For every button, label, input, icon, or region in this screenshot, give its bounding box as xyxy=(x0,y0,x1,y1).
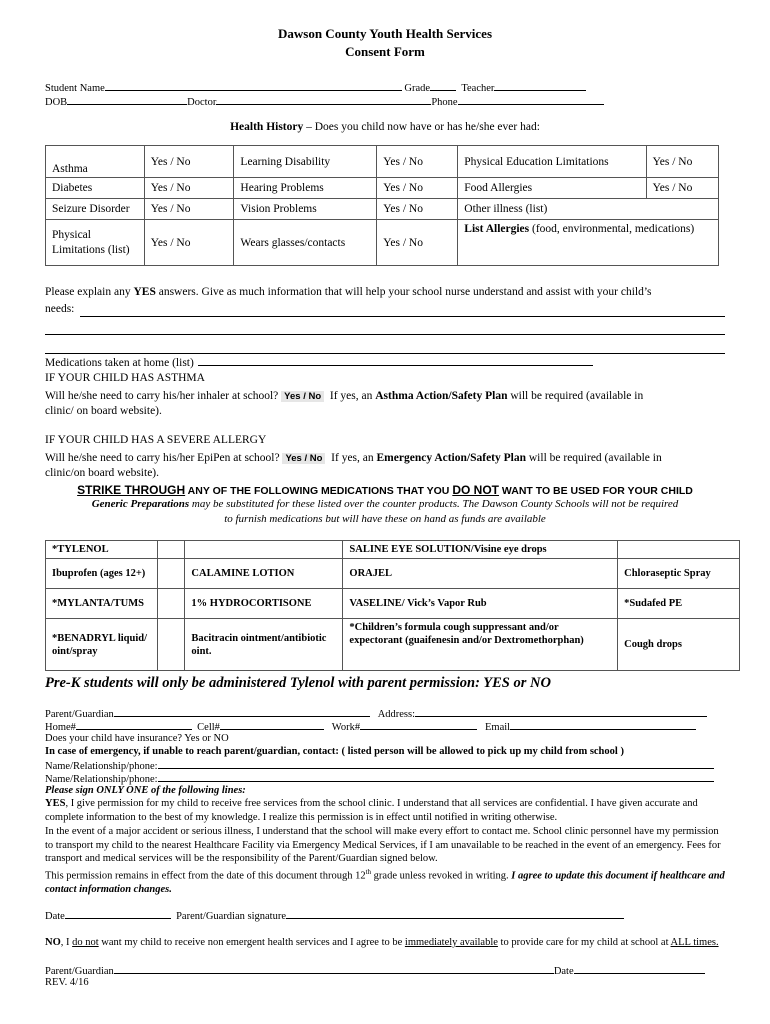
allergy-yes-no[interactable]: Yes / No xyxy=(282,453,325,464)
grade-label: Grade xyxy=(404,83,431,94)
date-field[interactable] xyxy=(574,963,705,974)
condition-vision-problems: Vision Problems xyxy=(234,199,377,220)
explain-instruction xyxy=(45,286,652,298)
table-row xyxy=(46,541,740,559)
dob-field[interactable] xyxy=(67,94,187,105)
cell-field[interactable] xyxy=(220,719,324,730)
home-label: Home# xyxy=(45,722,76,733)
student-name-label: Student Name xyxy=(45,83,105,94)
consent-yes-paragraph xyxy=(45,797,725,824)
consent-yes-text: , I give permission for my child to receive free services from the school clinic. I understand that all services are confidential. I have given accurate and complete information to the best of my knowledge. I realize this permission is in effect until notified in writing otherwise. xyxy=(45,798,698,823)
do-not-label: DO NOT xyxy=(452,483,499,497)
med-cell[interactable] xyxy=(185,541,343,559)
doctor-label: Doctor xyxy=(187,97,217,108)
prek-notice: Pre-K students will only be administered Tylenol with parent permission: YES or NO xyxy=(45,675,551,691)
asthma-line2: clinic/ on board website). xyxy=(45,405,162,417)
condition-pe-limitations: Physical Education Limitations xyxy=(458,146,646,178)
consent-no-text: , I xyxy=(60,937,73,948)
student-name-field[interactable] xyxy=(105,80,402,91)
phone-field[interactable] xyxy=(458,94,604,105)
sign-only-one: ONLY ONE xyxy=(96,785,149,796)
table-row xyxy=(46,199,719,220)
needs-line-3[interactable] xyxy=(45,353,725,354)
allergy-question-row xyxy=(45,452,662,464)
med-cell[interactable]: SALINE EYE SOLUTION/Visine eye drops xyxy=(343,541,618,559)
work-field[interactable] xyxy=(360,719,477,730)
allergy-text-rest: will be required (available in xyxy=(526,452,662,464)
condition-wears-glasses: Wears glasses/contacts xyxy=(234,220,377,266)
asthma-yes-no[interactable]: Yes / No xyxy=(281,391,324,402)
allergy-heading: IF YOUR CHILD HAS A SEVERE ALLERGY xyxy=(45,434,267,446)
table-row xyxy=(46,619,740,671)
med-cell[interactable]: ORAJEL xyxy=(343,559,618,589)
no-signature-row xyxy=(45,963,705,978)
signature-field[interactable] xyxy=(286,908,624,919)
table-row xyxy=(46,559,740,589)
allergy-line2: clinic/on board website). xyxy=(45,467,160,479)
table-row xyxy=(46,589,740,619)
all-times: ALL times. xyxy=(670,937,719,948)
med-cell xyxy=(157,559,185,589)
medications-instruction xyxy=(0,483,770,497)
meds-home-row xyxy=(45,355,593,369)
needs-line-1[interactable] xyxy=(80,316,725,317)
med-cell[interactable] xyxy=(618,541,740,559)
form-title: Dawson County Youth Health Services xyxy=(277,26,493,41)
meds-home-label: Medications taken at home (list) xyxy=(45,357,194,369)
condition-other-illness[interactable]: Other illness (list) xyxy=(458,199,719,220)
generic-text: may be substituted for these listed over the counter products. The Dawson County Schools will not be required xyxy=(189,498,679,510)
yes-no-option[interactable]: Yes / No xyxy=(144,178,234,199)
condition-seizure-disorder: Seizure Disorder xyxy=(46,199,145,220)
consent-no-paragraph xyxy=(45,936,725,950)
parent-field[interactable] xyxy=(114,706,370,717)
asthma-question: Will he/she need to carry his/her inhaler at school? xyxy=(45,390,279,402)
condition-hearing-problems: Hearing Problems xyxy=(234,178,377,199)
doctor-field[interactable] xyxy=(216,94,431,105)
explain-text-rest: answers. Give as much information that will help your school nurse understand and assist with your child’s xyxy=(155,286,652,298)
generic-label: Generic Preparations xyxy=(91,498,190,510)
health-history-table xyxy=(45,145,719,266)
med-cell[interactable]: 1% HYDROCORTISONE xyxy=(185,589,343,619)
consent-no-label: NO xyxy=(45,937,61,948)
yes-no-option[interactable]: Yes / No xyxy=(144,220,234,266)
emergency-contact-field[interactable] xyxy=(158,771,714,782)
parent-label: Parent/Guardian xyxy=(45,966,114,977)
date-field[interactable] xyxy=(65,908,171,919)
address-field[interactable] xyxy=(415,706,707,717)
emergency-contact-field[interactable] xyxy=(158,758,714,769)
allergy-text: If yes, an xyxy=(331,452,377,464)
generic-note-line2: to furnish medications but will have these on hand as funds are available xyxy=(224,513,546,525)
condition-diabetes: Diabetes xyxy=(46,178,145,199)
generic-note xyxy=(0,498,770,510)
yes-no-option[interactable]: Yes / No xyxy=(377,178,458,199)
explain-text: Please explain any xyxy=(45,286,134,298)
yes-no-option[interactable]: Yes / No xyxy=(646,146,718,178)
med-cell[interactable]: *MYLANTA/TUMS xyxy=(46,589,158,619)
student-name-row xyxy=(45,80,586,95)
med-cell[interactable]: *TYLENOL xyxy=(46,541,158,559)
consent-emergency-paragraph: In the event of a major accident or serious illness, I understand that the school will make every effort to contact me. School clinic personnel have my permission to transport my child to the nearest Healthcare Facility via Emergency Medical Services, if I am unavailable to be reached in the event of an emergency. Fees for transport and medical services will be the responsibility of the Parent/Guardian signed below. xyxy=(45,826,721,864)
yes-no-option[interactable]: Yes / No xyxy=(377,220,458,266)
med-cell xyxy=(157,541,185,559)
med-cell[interactable]: *Children’s formula cough suppressant and/or expectorant (guaifenesin and/or Dextromethorphan) xyxy=(343,619,618,671)
signature-label: Parent/Guardian signature xyxy=(176,911,286,922)
med-cell xyxy=(157,589,185,619)
list-allergies-detail: (food, environmental, medications) xyxy=(529,223,695,235)
medications-text-end: WANT TO BE USED FOR YOUR CHILD xyxy=(498,485,693,497)
med-cell[interactable]: *Sudafed PE xyxy=(618,589,740,619)
consent-yes-label: YES xyxy=(45,798,66,809)
revision-label: REV. 4/16 xyxy=(45,977,89,988)
permission-text-rest: grade unless revoked in writing. xyxy=(371,870,512,882)
condition-food-allergies: Food Allergies xyxy=(458,178,646,199)
dob-row xyxy=(45,94,604,109)
date-label: Date xyxy=(553,966,574,977)
needs-label: needs: xyxy=(45,303,75,315)
med-cell[interactable]: VASELINE/ Vick’s Vapor Rub xyxy=(343,589,618,619)
permission-superscript: th xyxy=(365,868,372,876)
form-subtitle: Consent Form xyxy=(345,44,425,59)
med-cell[interactable]: CALAMINE LOTION xyxy=(185,559,343,589)
medications-text: ANY OF THE FOLLOWING MEDICATIONS THAT YOU xyxy=(185,485,453,497)
med-cell[interactable]: Ibuprofen (ages 12+) xyxy=(46,559,158,589)
med-cell[interactable]: Chloraseptic Spray xyxy=(618,559,740,589)
asthma-text-rest: will be required (available in xyxy=(507,390,644,402)
permission-text: This permission remains in effect from the date of this document through 12 xyxy=(45,870,366,882)
sign-text: Please sign xyxy=(45,785,97,796)
yes-signature-row xyxy=(45,908,624,923)
immediately-available: immediately available xyxy=(404,937,498,948)
dob-label: DOB xyxy=(45,97,68,108)
yes-no-option[interactable]: Yes / No xyxy=(377,199,458,220)
allergy-question: Will he/she need to carry his/her EpiPen at school? xyxy=(45,452,280,464)
needs-line-2[interactable] xyxy=(45,334,725,335)
do-not-underlined: do not xyxy=(72,937,99,948)
table-row xyxy=(46,178,719,199)
condition-learning-disability: Learning Disability xyxy=(234,146,377,178)
email-field[interactable] xyxy=(510,719,696,730)
needs-row xyxy=(45,303,74,315)
phone-label: Phone xyxy=(431,97,458,108)
medications-table xyxy=(45,540,740,671)
list-allergies-cell[interactable] xyxy=(458,220,719,266)
explain-yes: YES xyxy=(133,286,156,298)
address-label: Address: xyxy=(377,709,416,720)
yes-no-option[interactable]: Yes / No xyxy=(377,146,458,178)
permission-agreement: I agree to update this document if healthcare and contact information changes. xyxy=(45,870,725,895)
med-cell[interactable]: *BENADRYL liquid/ oint/spray xyxy=(46,619,158,671)
name-relationship-label: Name/Relationship/phone: xyxy=(45,774,158,785)
condition-physical-limitations: Physical Limitations (list) xyxy=(46,220,145,266)
table-row xyxy=(46,220,719,266)
asthma-plan: Asthma Action/Safety Plan xyxy=(375,390,508,402)
work-label: Work# xyxy=(331,722,361,733)
parent-signature-field[interactable] xyxy=(114,963,554,974)
home-field[interactable] xyxy=(76,719,192,730)
emergency-contact-instruction: In case of emergency, if unable to reach parent/guardian, contact: ( listed person will be allowed to pick up my child from school ) xyxy=(45,746,624,757)
strike-through-label: STRIKE THROUGH xyxy=(77,483,186,497)
yes-no-option[interactable]: Yes / No xyxy=(646,178,718,199)
insurance-question: Does your child have insurance? Yes or NO xyxy=(45,733,229,744)
teacher-label: Teacher xyxy=(461,83,495,94)
cell-label: Cell# xyxy=(197,722,220,733)
med-cell[interactable]: Bacitracin ointment/antibiotic oint. xyxy=(185,619,343,671)
sign-instruction xyxy=(45,784,246,797)
asthma-question-row xyxy=(45,390,643,402)
med-cell xyxy=(157,619,185,671)
name-relationship-label: Name/Relationship/phone: xyxy=(45,761,158,772)
med-cell[interactable]: Cough drops xyxy=(618,619,740,671)
email-label: Email xyxy=(485,722,511,733)
meds-home-field[interactable] xyxy=(198,355,593,366)
asthma-heading: IF YOUR CHILD HAS ASTHMA xyxy=(45,372,205,384)
date-label: Date xyxy=(45,911,65,922)
consent-permission-paragraph xyxy=(45,866,725,897)
asthma-text: If yes, an xyxy=(329,390,376,402)
consent-no-text-end: to provide care for my child at school at xyxy=(497,937,671,948)
parent-label: Parent/Guardian xyxy=(45,709,114,720)
consent-no-text-mid: want my child to receive non emergent health services and I agree to be xyxy=(98,937,405,948)
condition-asthma: Asthma xyxy=(46,146,145,178)
table-row xyxy=(46,146,719,178)
health-history-heading xyxy=(0,121,770,133)
health-history-label: Health History xyxy=(230,121,304,133)
allergy-plan: Emergency Action/Safety Plan xyxy=(376,452,526,464)
grade-field[interactable] xyxy=(430,80,456,91)
health-history-question: – Does you child now have or has he/she ever had: xyxy=(303,121,540,133)
sign-text-end: of the following lines: xyxy=(148,785,246,796)
teacher-field[interactable] xyxy=(494,80,586,91)
yes-no-option[interactable]: Yes / No xyxy=(144,146,234,178)
list-allergies-label: List Allergies xyxy=(464,223,530,235)
yes-no-option[interactable]: Yes / No xyxy=(144,199,234,220)
